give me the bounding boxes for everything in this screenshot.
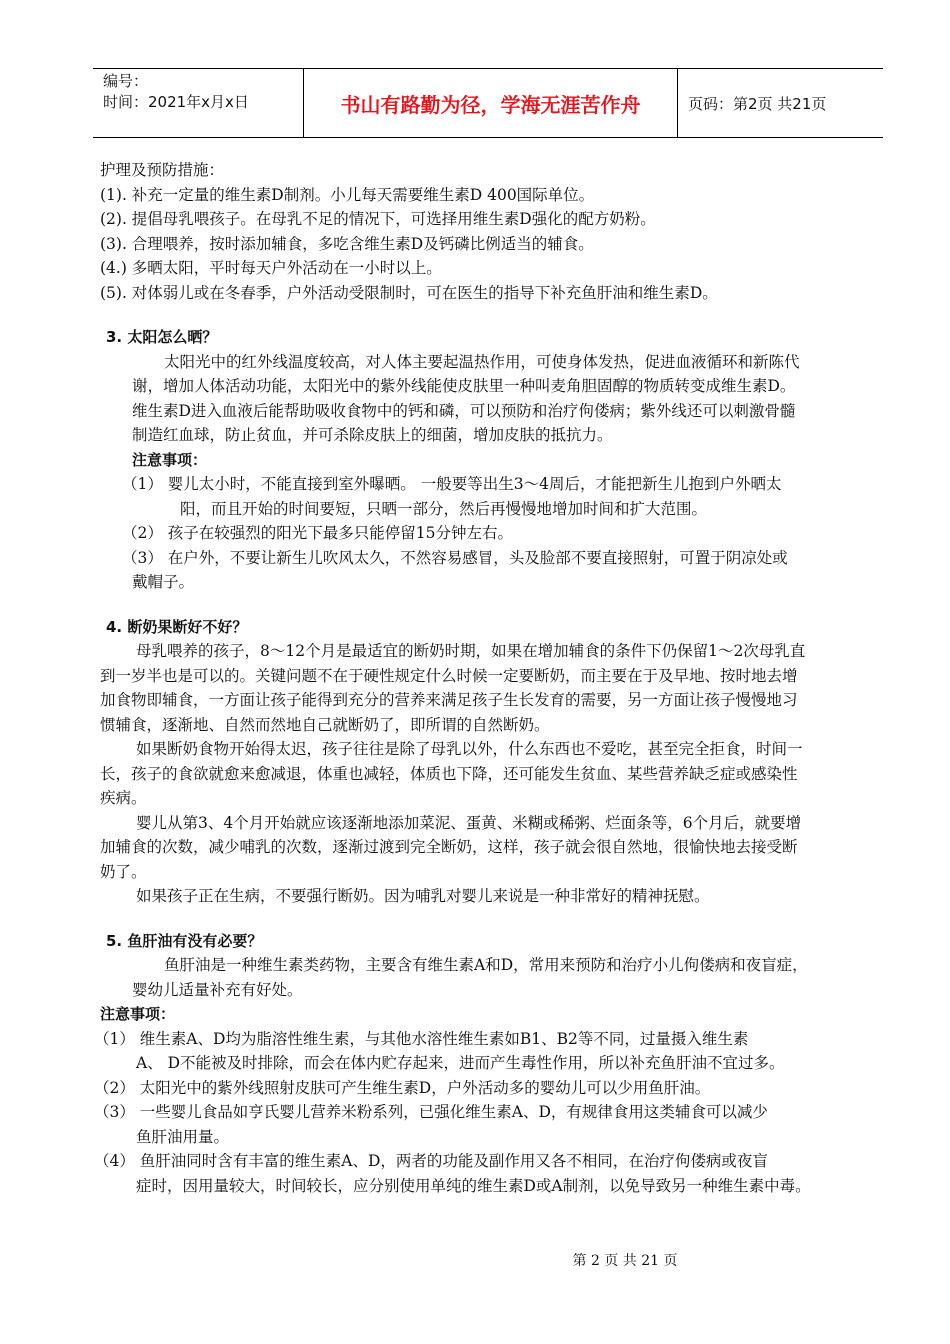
text-line: 如果孩子正在生病，不要强行断奶。因为哺乳对婴儿来说是一种非常好的精神抚慰。 xyxy=(136,887,710,905)
text-line: 长，孩子的食欲就愈来愈减退，体重也减轻，体质也下降，还可能发生贫血、某些营养缺乏症或感染性 xyxy=(100,764,798,783)
text-line: 奶了。 xyxy=(100,862,147,881)
text-line: 婴儿从第3、4个月开始就应该逐渐地添加菜泥、蛋黄、米糊或稀粥、烂面条等，6个月后，就要增 xyxy=(136,813,802,832)
text-line: (1). 补充一定量的维生素D制剂。小儿每天需要维生素D 400国际单位。 xyxy=(100,185,595,204)
section-heading: 注意事项： xyxy=(132,450,208,469)
header-meta xyxy=(93,69,304,137)
text-line: （2） 孩子在较强烈的阳光下最多只能停留15分钟左右。 xyxy=(122,524,514,542)
text-line: 维生素D进入血液后能帮助吸收食物中的钙和磷，可以预防和治疗佝偻病；紫外线还可以刺激骨髓 xyxy=(132,401,796,420)
section-heading: 3. 太阳怎么晒？ xyxy=(106,328,218,346)
text-line: 鱼肝油用量。 xyxy=(136,1127,230,1146)
paragraph-gap xyxy=(100,909,870,929)
text-line: 制造红血球，防止贫血，并可杀除皮肤上的细菌，增加皮肤的抵抗力。 xyxy=(132,426,613,444)
text-line: 谢，增加人体活动功能，太阳光中的紫外线能使皮肤里一种叫麦角胆固醇的物质转变成维生素D。 xyxy=(132,377,796,395)
header-motto: 书山有路勤为径，学海无涯苦作舟 xyxy=(304,69,678,137)
text-line: （2） 太阳光中的紫外线照射皮肤可产生维生素D，户外活动多的婴幼儿可以少用鱼肝油。 xyxy=(94,1078,711,1097)
text-line: 鱼肝油是一种维生素类药物，主要含有维生素A和D，常用来预防和治疗小儿佝偻病和夜盲症， xyxy=(164,956,808,974)
doc-number-label: 编号： xyxy=(103,72,149,90)
text-line: 疾病。 xyxy=(100,789,147,807)
text-line: 加食物即辅食，一方面让孩子能得到充分的营养来满足孩子生长发育的需要，另一方面让孩子慢慢地习 xyxy=(100,691,798,709)
section-heading: 4. 断奶果断好不好？ xyxy=(106,617,248,636)
page-footer xyxy=(0,1250,950,1270)
text-line: 加辅食的次数，减少哺乳的次数，逐渐过渡到完全断奶，这样，孩子就会很自然地，很愉快地去接受断 xyxy=(100,838,798,856)
text-line: (2). 提倡母乳喂孩子。在母乳不足的情况下，可选择用维生素D强化的配方奶粉。 xyxy=(100,210,656,228)
text-line: 戴帽子。 xyxy=(132,573,195,591)
text-line: 如果断奶食物开始得太迟，孩子往往是除了母乳以外，什么东西也不爱吃，甚至完全拒食，时间一 xyxy=(136,740,803,758)
text-line: （1） 维生素A、D均为脂溶性维生素，与其他水溶性维生素如B1、B2等不同，过量摄入维生素 xyxy=(94,1029,749,1048)
text-line: (3). 合理喂养，按时添加辅食，多吃含维生素D及钙磷比例适当的辅食。 xyxy=(100,234,594,253)
header-page-info: 页码：第2页 共21页 xyxy=(688,94,827,113)
section-heading: 注意事项： xyxy=(100,1005,176,1023)
text-line: 护理及预防措施： xyxy=(100,161,225,179)
text-line: 母乳喂养的孩子，8～12个月是最适宜的断奶时期，如果在增加辅食的条件下仍保留1～2次母乳直 xyxy=(136,642,806,660)
text-line: 惯辅食，逐渐地、自然而然地自己就断奶了，即所谓的自然断奶。 xyxy=(100,715,550,734)
text-line: （3） 在户外，不要让新生儿吹风太久，不然容易感冒，头及脸部不要直接照射，可置于阴凉处或 xyxy=(122,548,788,567)
text-line: (4.) 多晒太阳，平时每天户外活动在一小时以上。 xyxy=(100,259,442,277)
section-heading: 5. 鱼肝油有没有必要？ xyxy=(106,931,263,950)
page-header xyxy=(93,68,883,138)
text-line: 阳，而且开始的时间要短，只晒一部分，然后再慢慢地增加时间和扩大范围。 xyxy=(180,499,708,518)
text-line: A、 D不能被及时排除，而会在体内贮存起来，进而产生毒性作用，所以补充鱼肝油不宜过多。 xyxy=(136,1054,785,1072)
text-line: 婴幼儿适量补充有好处。 xyxy=(132,980,303,999)
text-line: （3） 一些婴儿食品如亨氏婴儿营养米粉系列，已强化维生素A、D，有规律食用这类辅食可以减少 xyxy=(94,1103,768,1121)
text-line: （1） 婴儿太小时，不能直接到室外曝晒。 一般要等出生3～4周后，才能把新生儿抱到户外晒太 xyxy=(122,475,782,493)
paragraph-gap xyxy=(100,305,870,325)
text-line: （4） 鱼肝油同时含有丰富的维生素A、D，两者的功能及副作用又各不相同，在治疗佝偻病或夜盲 xyxy=(94,1152,768,1170)
paragraph-gap xyxy=(100,595,870,615)
text-line: (5). 对体弱儿或在冬春季，户外活动受限制时，可在医生的指导下补充鱼肝油和维生素D。 xyxy=(100,283,718,302)
text-line: 症时，因用量较大，时间较长，应分别使用单纯的维生素D或A制剂，以免导致另一种维生素中毒。 xyxy=(136,1176,811,1195)
text-line: 太阳光中的红外线温度较高，对人体主要起温热作用，可使身体发热，促进血液循环和新陈代 xyxy=(164,352,800,371)
document-body xyxy=(94,158,870,1198)
doc-time-label: 时间：2021年x月x日 xyxy=(103,93,249,111)
text-line: 到一岁半也是可以的。关键问题不在于硬性规定什么时候一定要断奶，而主要在于及早地、按时地去增 xyxy=(100,666,798,685)
footer-page-number: 第 2 页 共 21 页 xyxy=(572,1253,678,1269)
